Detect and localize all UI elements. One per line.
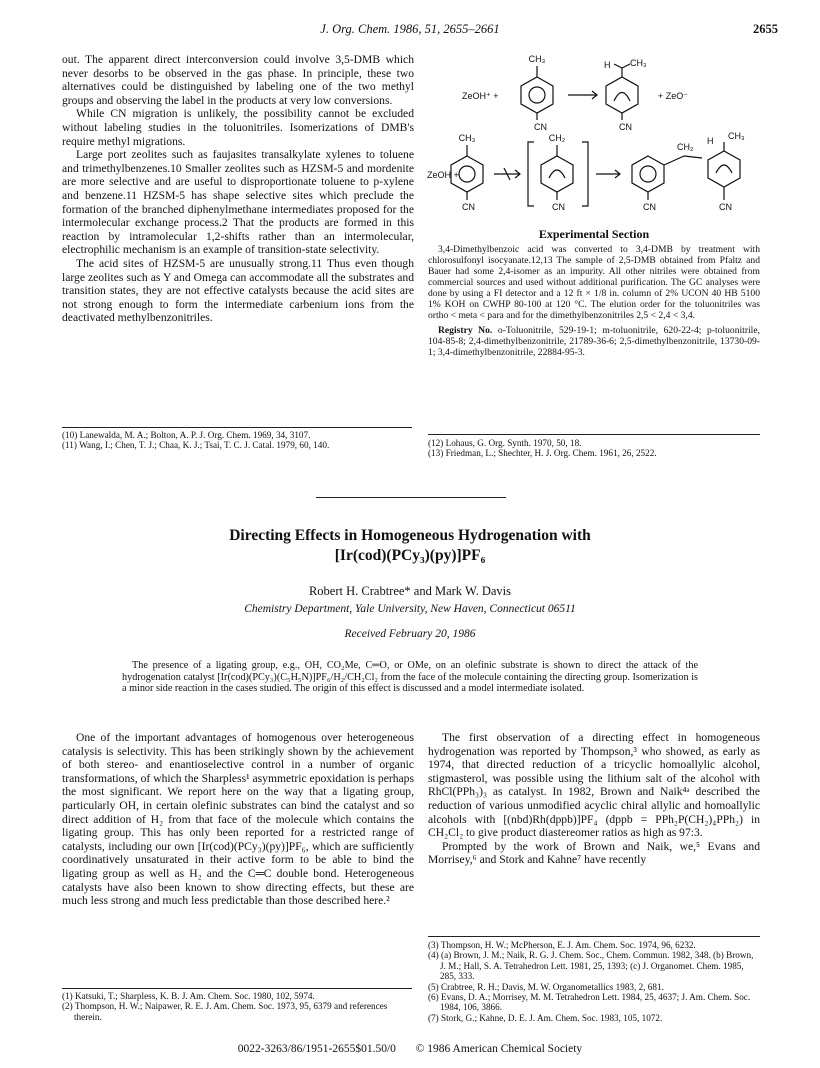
prev-footnotes-left <box>62 430 414 451</box>
body-right-column <box>428 731 760 867</box>
registry-label: Registry No. <box>438 325 493 336</box>
footnote: (5) Crabtree, R. H.; Davis, M. W. Organometallics 1983, 2, 681. <box>428 981 664 992</box>
benzene-ring <box>521 77 553 113</box>
ch3-label: CH₃ <box>528 54 546 64</box>
experimental-body <box>428 244 760 358</box>
paragraph: Large port zeolites such as faujasites transalkylate xylenes to toluene and trimethylbenzenes.10 Smaller zeolites such as HZSM-5 and mordenite are more selective and are useful to disproportionate toluene to p-xylene and benzene.11 HZSM-5 has shape selective sites which preclude the formation of the branched diphenylmethane intermediates proposed for the intermolecular exchange process.2 That the products are formed in this reaction by intramolecular 1,2-shifts rather than an intermolecular, electrophilic mechanism is an example of transition-state selectivity. <box>62 148 414 257</box>
paragraph: The first observation of a directing effect in homogeneous hydrogenation was reported by Thompson,³ who showed, as early as 1974, that directed reduction of a tricyclic homoallylic alcohol, stigmasterol, was possible using the lithium salt of the alcohol with RhCl(PPh₃)₃ as catalyst. In 1982, Brown and Naik⁴ᵃ described the reduction of various unmodified acyclic chiral allylic and homoallylic alcohols with [(nbd)Rh(dppb)]PF₄ (dppb = PPh₂P(CH₂)₄PPh₂) in CH₂Cl₂ to give product diastereomer ratios as high as 97:3. <box>428 731 760 840</box>
article-title <box>60 526 760 566</box>
footnote: (1) Katsuki, T.; Sharpless, K. B. J. Am. Chem. Soc. 1980, 102, 5974. <box>62 991 315 1001</box>
zeoh-plus-label: ZeOH⁺ + <box>462 91 499 101</box>
ch3-label: CH₃ <box>458 133 476 143</box>
paragraph: The acid sites of HZSM-5 are unusually strong.11 Thus even though large zeolites such as Y and Omega can accommodate all the substrates and transition states, they are not effective catalysts because the acid sites are not strong enough to form the intermediate carbenium ions from the deactivated methylbenzonitriles. <box>62 256 414 325</box>
article-separator <box>316 497 506 498</box>
footnote: (6) Evans, D. A.; Morrisey, M. M. Tetrahedron Lett. 1984, 25, 4637; J. Am. Chem. Soc. 1984, 106, 3866. <box>428 992 751 1013</box>
bracket <box>582 142 588 206</box>
footnote: (2) Thompson, H. W.; Naipawer, R. E. J. Am. Chem. Soc. 1973, 95, 6379 and references therein. <box>62 1001 388 1022</box>
experimental-paragraph: 3,4-Dimethylbenzoic acid was converted to 3,4-DMB by treatment with chlorosulfonyl isocyanate.12,13 The sample of 2,5-DMB obtained from Pfaltz and Bauer had some 2,4-isomer as an impurity. All other nitriles were obtained from commercial sources and used without additional purification. The GC analyses were done by using a FI detector and a 12 ft × 1/8 in. column of 2% UCON 40 HB 5100 1% KOH on CWHP 80-100 at 120 °C. The elution order for the toluonitriles was ortho < meta < para and for the dimethylbenzonitriles 2,5 < 2,4 < 3,4. <box>428 244 760 321</box>
registry-paragraph <box>428 325 760 358</box>
paragraph: Prompted by the work of Brown and Naik, we,⁵ Evans and Morrisey,⁶ and Stork and Kahne⁷ have recently <box>428 839 760 867</box>
title-line: [Ir(cod)(PCy₃)(py)]PF₆ <box>334 547 486 564</box>
article-code: 0022-3263/86/1951-2655$01.50/0 <box>237 1043 396 1055</box>
journal-citation: J. Org. Chem. 1986, 51, 2655–2661 <box>320 22 500 36</box>
zeo-minus-label: + ZeO⁻ <box>658 91 689 101</box>
footnote: (3) Thompson, H. W.; McPherson, E. J. Am. Chem. Soc. 1974, 96, 6232. <box>428 940 696 950</box>
page-number: 2655 <box>753 22 778 36</box>
prev-footnotes-right <box>428 438 760 459</box>
aromatic-circle <box>529 87 545 103</box>
ch2-label: CH₂ <box>548 133 566 143</box>
abstract <box>122 660 698 695</box>
reaction-scheme <box>422 46 762 216</box>
paragraph: While CN migration is unlikely, the possibility cannot be excluded without labeling studies in the toluonitriles. Isomerizations of DMB's require methyl migrations. <box>62 107 414 148</box>
experimental-heading: Experimental Section <box>538 227 650 241</box>
footnote: (11) Wang, I.; Chen, T. J.; Chaa, K. J.; Tsai, T. C. J. Catal. 1979, 60, 140. <box>62 440 330 451</box>
page-footer <box>0 1043 820 1055</box>
footnote-rule <box>62 988 412 989</box>
authors: Robert H. Crabtree* and Mark W. Davis <box>308 584 512 598</box>
cn-label: CN <box>534 122 547 132</box>
arenium-ring <box>606 77 638 113</box>
footnote: (7) Stork, G.; Kahne, D. E. J. Am. Chem. Soc. 1983, 105, 1072. <box>428 1012 663 1023</box>
h-label: H <box>707 136 714 146</box>
registry-text: o-Toluonitrile, 529-19-1; m-toluonitrile, 620-22-4; p-toluonitrile, 104-85-8; 2,4-dimethylbenzonitrile, 21789-36-6; 2,5-dimethylbenzonitrile, 13730-09-1; 3,4-dimethylbenzonitrile, 22884-95-3. <box>428 325 761 358</box>
cn-label: CN <box>719 202 732 212</box>
title-line: Directing Effects in Homogeneous Hydrogenation with <box>229 527 591 544</box>
running-header <box>0 22 820 42</box>
footnote: (10) Lanewalda, M. A.; Bolton, A. P. J. Org. Chem. 1969, 34, 3107. <box>62 430 311 440</box>
h-label: H <box>604 60 611 70</box>
cn-label: CN <box>462 202 475 212</box>
ch3-label: CH₃ <box>728 131 745 141</box>
footnotes-right <box>428 940 760 1023</box>
paragraph: out. The apparent direct interconversion could involve 3,5-DMB which never desorbs to be observed in the gas phase. In principle, these two alternatives could be distinguished by labeling one of the two methyl groups and observing the label in the products at very low conversions. <box>62 53 414 107</box>
footnote-rule <box>62 427 412 428</box>
footnote: (12) Lohaus, G. Org. Synth. 1970, 50, 18. <box>428 438 582 448</box>
footnote: (13) Friedman, L.; Shechter, H. J. Org. Chem. 1961, 26, 2522. <box>428 448 657 459</box>
affiliation: Chemistry Department, Yale University, New Haven, Connecticut 06511 <box>244 603 576 615</box>
footnotes-left <box>62 991 414 1022</box>
body-left-column <box>62 731 414 908</box>
bracket <box>528 142 534 206</box>
received-date: Received February 20, 1986 <box>344 628 476 640</box>
footnote: (4) (a) Brown, J. M.; Naik, R. G. J. Chem. Soc., Chem. Commun. 1982, 348. (b) Brown, J. M.; Hall, S. A. Tetrahedron Lett. 1981, 25, 1393; (c) J. Organomet. Chem. 1985, 285, 333. <box>428 950 754 982</box>
paragraph: One of the important advantages of homogenous over heterogeneous catalysis is selectivity. This has been strikingly shown by the achievement of both stereo- and enantioselective control in a number of organic transformations, of which the Sharpless¹ asymmetric epoxidation is perhaps the most significant. We report here on the way that a ligating group, particularly OH, in certain olefinic substrates can bind the catalyst and so direct addition of H₂ from that face of the molecule which contains the ligating group. This has only been reported for a restricted range of catalysts, including our own [Ir(cod)(PCy₃)(py)]PF₆, which are sufficiently coordinatively unsaturated in their active form to be able to bind the ligating group as well as H₂ and the C═C double bond. Heterogeneous catalysts have also been known to show directing effects, but these are much less strong and much less predictable than those described here.² <box>62 731 414 908</box>
footnote-rule <box>428 434 760 435</box>
cn-label: CN <box>643 202 656 212</box>
ch3-label: CH₃ <box>630 58 647 68</box>
zeoh-label: ZeOH + <box>427 170 459 180</box>
abstract-text: The presence of a ligating group, e.g., OH, CO₂Me, C═O, or OMe, on an olefinic substrate is shown to direct the attack of the hydrogenation catalyst [Ir(cod)(PCy₃)(C₅H₅N)]PF₆/H₂/CH₂Cl₂ from the face of the molecule containing the directing group. Isomerization is a minor side reaction in the cases studied. The origin of this effect is discussed and a model intermediate isolated. <box>122 660 698 695</box>
prev-article-left-column <box>62 53 414 325</box>
copyright: © 1986 American Chemical Society <box>415 1043 583 1055</box>
footnote-rule <box>428 936 760 937</box>
cn-label: CN <box>552 202 565 212</box>
ch2-label: CH₂ <box>677 142 694 152</box>
cn-label: CN <box>619 122 632 132</box>
